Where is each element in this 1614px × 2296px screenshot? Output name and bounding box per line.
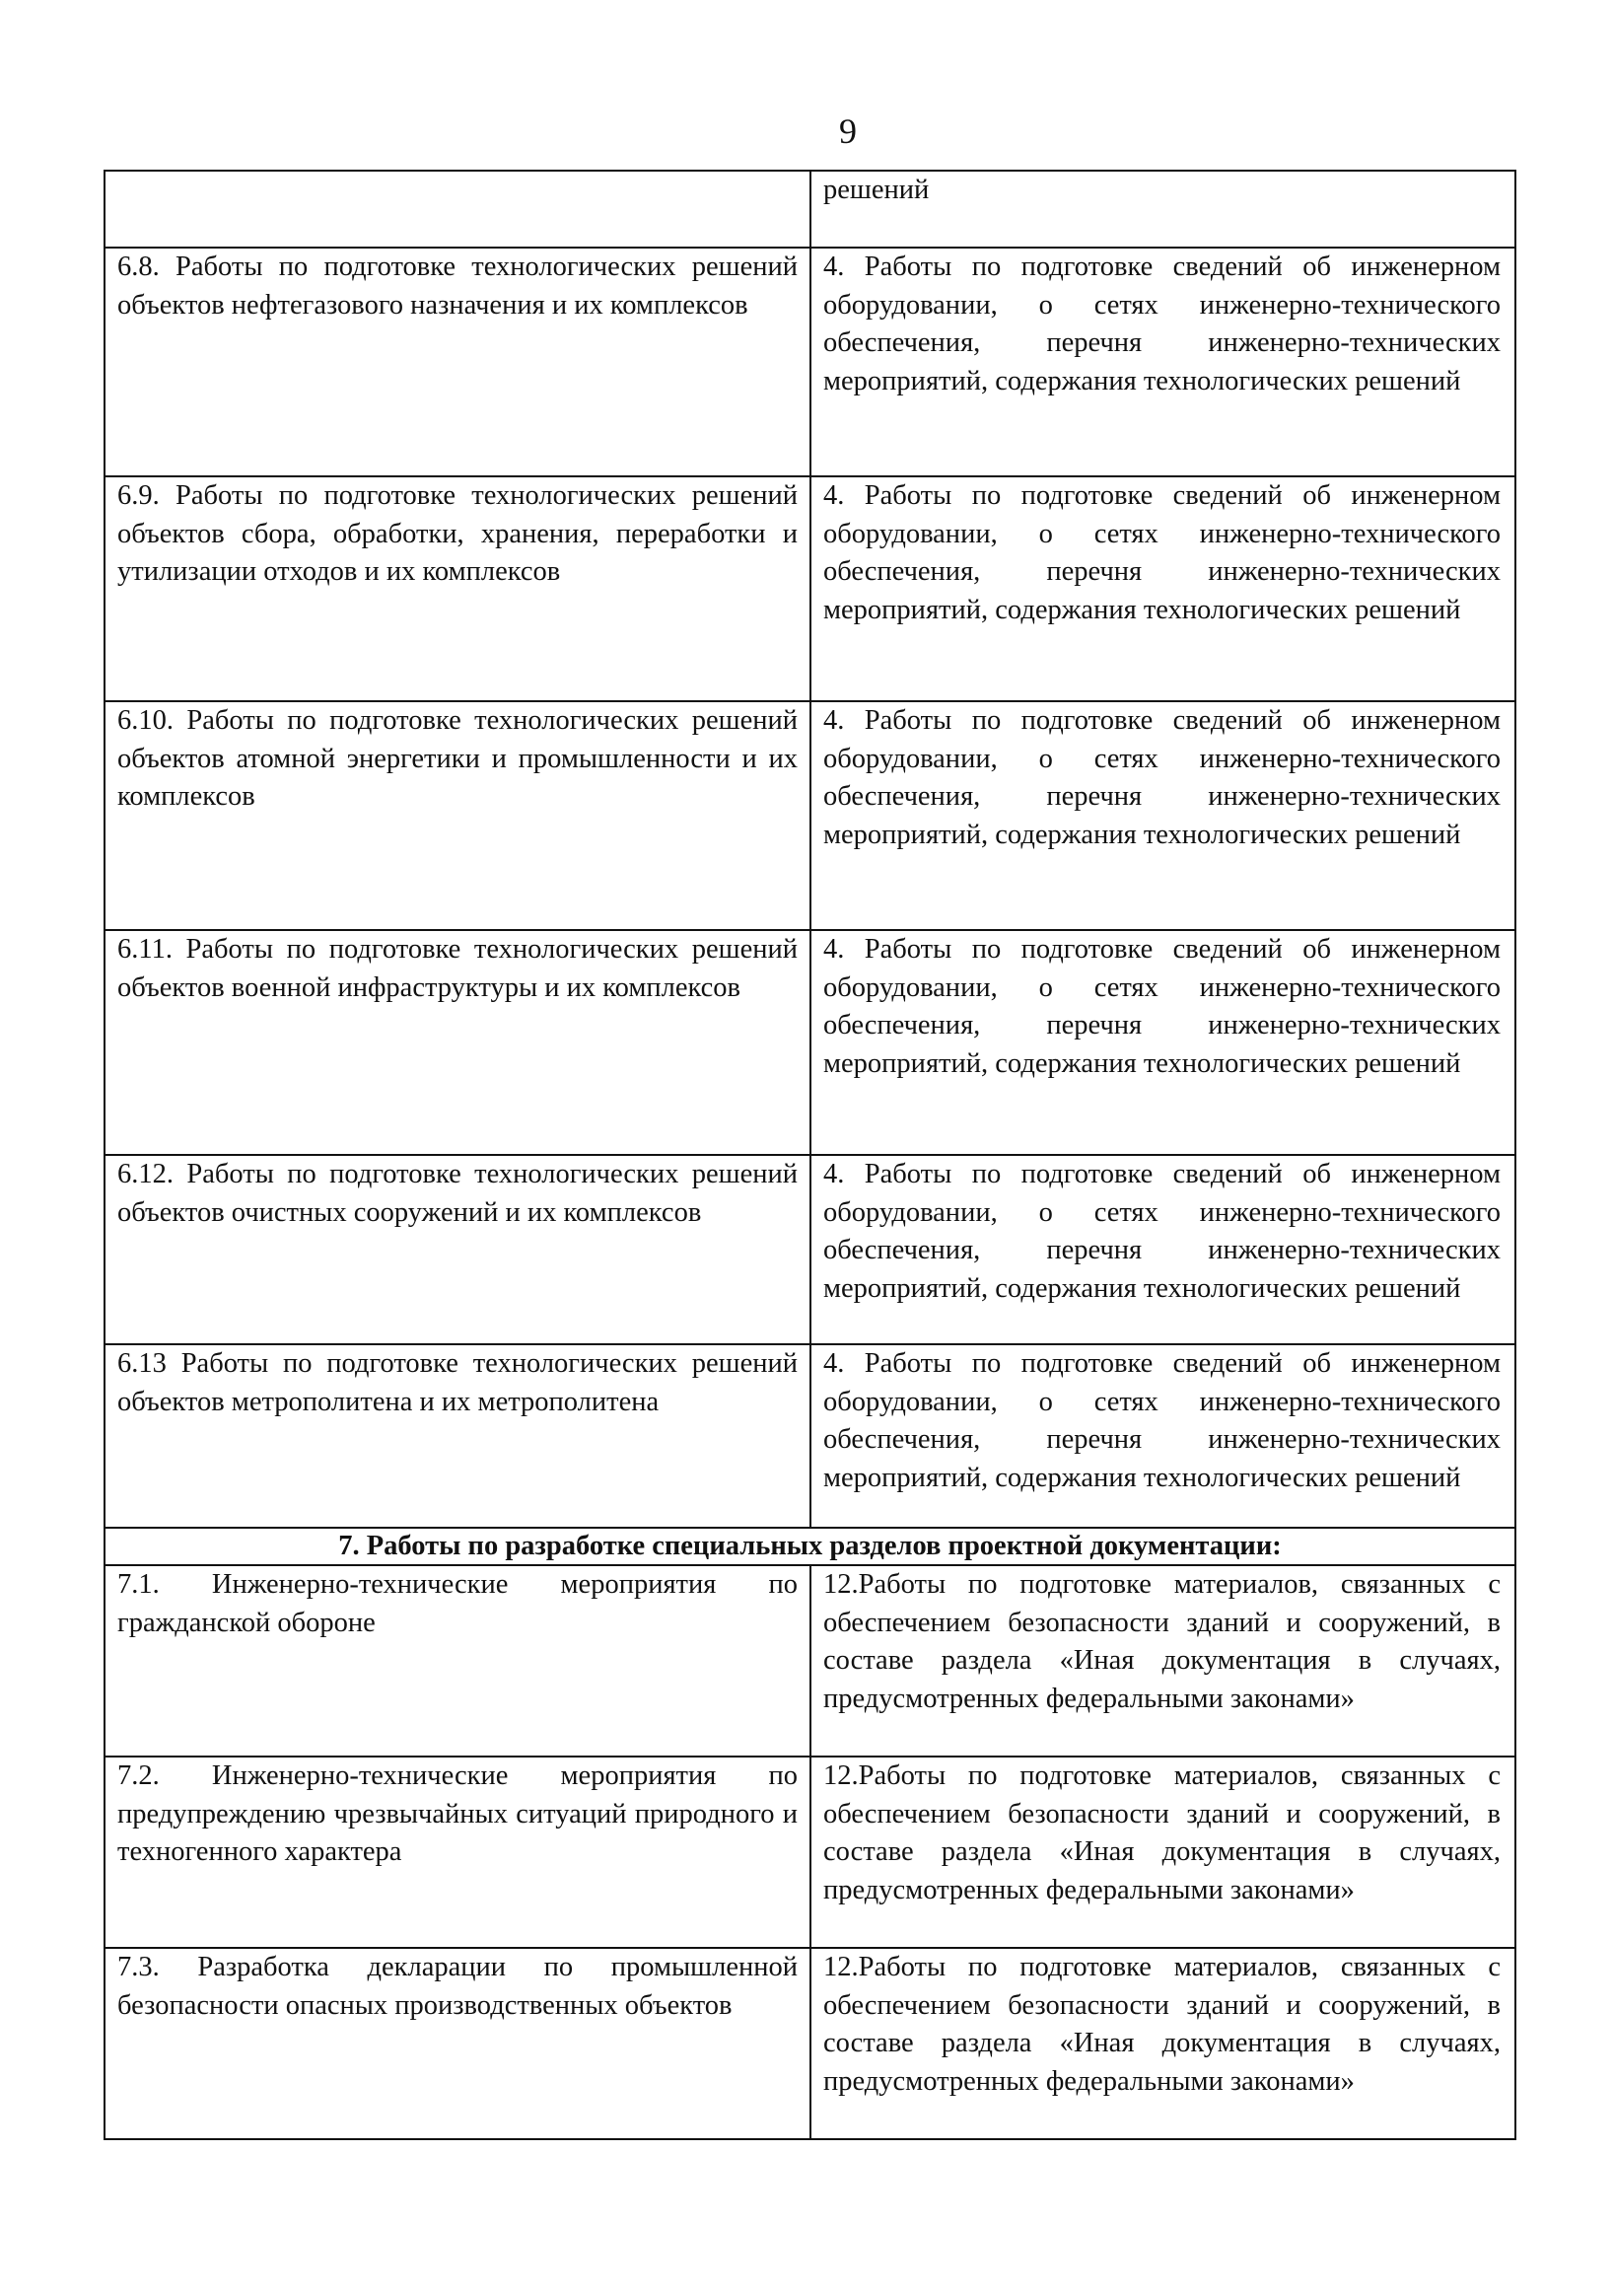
table-cell-right: 4. Работы по подготовке сведений об инженерном оборудовании, о сетях инженерно-технического обеспечения, перечня инженерно-технических мероприятий, содержания технологических решений: [810, 1155, 1515, 1344]
table-row: [105, 1155, 1515, 1344]
page-number: 9: [839, 111, 857, 151]
table-row: [105, 701, 1515, 930]
table-cell-right: 4. Работы по подготовке сведений об инженерном оборудовании, о сетях инженерно-технического обеспечения, перечня инженерно-технических мероприятий, содержания технологических решений: [810, 248, 1515, 476]
section-heading-row: [105, 1528, 1515, 1565]
table-row: [105, 930, 1515, 1155]
table-cell-left: 7.3. Разработка декларации по промышленной безопасности опасных производственных объектов: [105, 1948, 810, 2139]
section-heading: 7. Работы по разработке специальных разделов проектной документации:: [105, 1528, 1515, 1565]
table-cell-left: 7.2. Инженерно-технические мероприятия по предупреждению чрезвычайных ситуаций природного и техногенного характера: [105, 1757, 810, 1948]
table-cell-right: 12.Работы по подготовке материалов, связанных с обеспечением безопасности зданий и сооружений, в составе раздела «Иная документация в случаях, предусмотренных федеральными законами»: [810, 1565, 1515, 1757]
table-cell-right: 12.Работы по подготовке материалов, связанных с обеспечением безопасности зданий и сооружений, в составе раздела «Иная документация в случаях, предусмотренных федеральными законами»: [810, 1948, 1515, 2139]
table-row: [105, 248, 1515, 476]
table-cell-left: 7.1. Инженерно-технические мероприятия по гражданской обороне: [105, 1565, 810, 1757]
table-row: [105, 476, 1515, 701]
table-row: [105, 1757, 1515, 1948]
table-cell-right: 4. Работы по подготовке сведений об инженерном оборудовании, о сетях инженерно-технического обеспечения, перечня инженерно-технических мероприятий, содержания технологических решений: [810, 930, 1515, 1155]
table-row: [105, 1565, 1515, 1757]
table-cell-left: 6.13 Работы по подготовке технологических решений объектов метрополитена и их метрополитена: [105, 1344, 810, 1528]
table-cell-right: 4. Работы по подготовке сведений об инженерном оборудовании, о сетях инженерно-технического обеспечения, перечня инженерно-технических мероприятий, содержания технологических решений: [810, 701, 1515, 930]
work-types-table: [104, 170, 1516, 2140]
table-cell-left: 6.9. Работы по подготовке технологических решений объектов сбора, обработки, хранения, переработки и утилизации отходов и их комплексов: [105, 476, 810, 701]
table-cell-right: 12.Работы по подготовке материалов, связанных с обеспечением безопасности зданий и сооружений, в составе раздела «Иная документация в случаях, предусмотренных федеральными законами»: [810, 1757, 1515, 1948]
table-cell-left: 6.8. Работы по подготовке технологических решений объектов нефтегазового назначения и их комплексов: [105, 248, 810, 476]
table-row: [105, 171, 1515, 248]
table-cell-right: 4. Работы по подготовке сведений об инженерном оборудовании, о сетях инженерно-технического обеспечения, перечня инженерно-технических мероприятий, содержания технологических решений: [810, 1344, 1515, 1528]
table-row: [105, 1948, 1515, 2139]
table-cell-left: 6.12. Работы по подготовке технологических решений объектов очистных сооружений и их комплексов: [105, 1155, 810, 1344]
table-cell-left: 6.11. Работы по подготовке технологических решений объектов военной инфраструктуры и их комплексов: [105, 930, 810, 1155]
table-row: [105, 1344, 1515, 1528]
table-cell-right: решений: [810, 171, 1515, 248]
table-cell-left: 6.10. Работы по подготовке технологических решений объектов атомной энергетики и промышленности и их комплексов: [105, 701, 810, 930]
table-cell-right: 4. Работы по подготовке сведений об инженерном оборудовании, о сетях инженерно-технического обеспечения, перечня инженерно-технических мероприятий, содержания технологических решений: [810, 476, 1515, 701]
table-cell-left: [105, 171, 810, 248]
